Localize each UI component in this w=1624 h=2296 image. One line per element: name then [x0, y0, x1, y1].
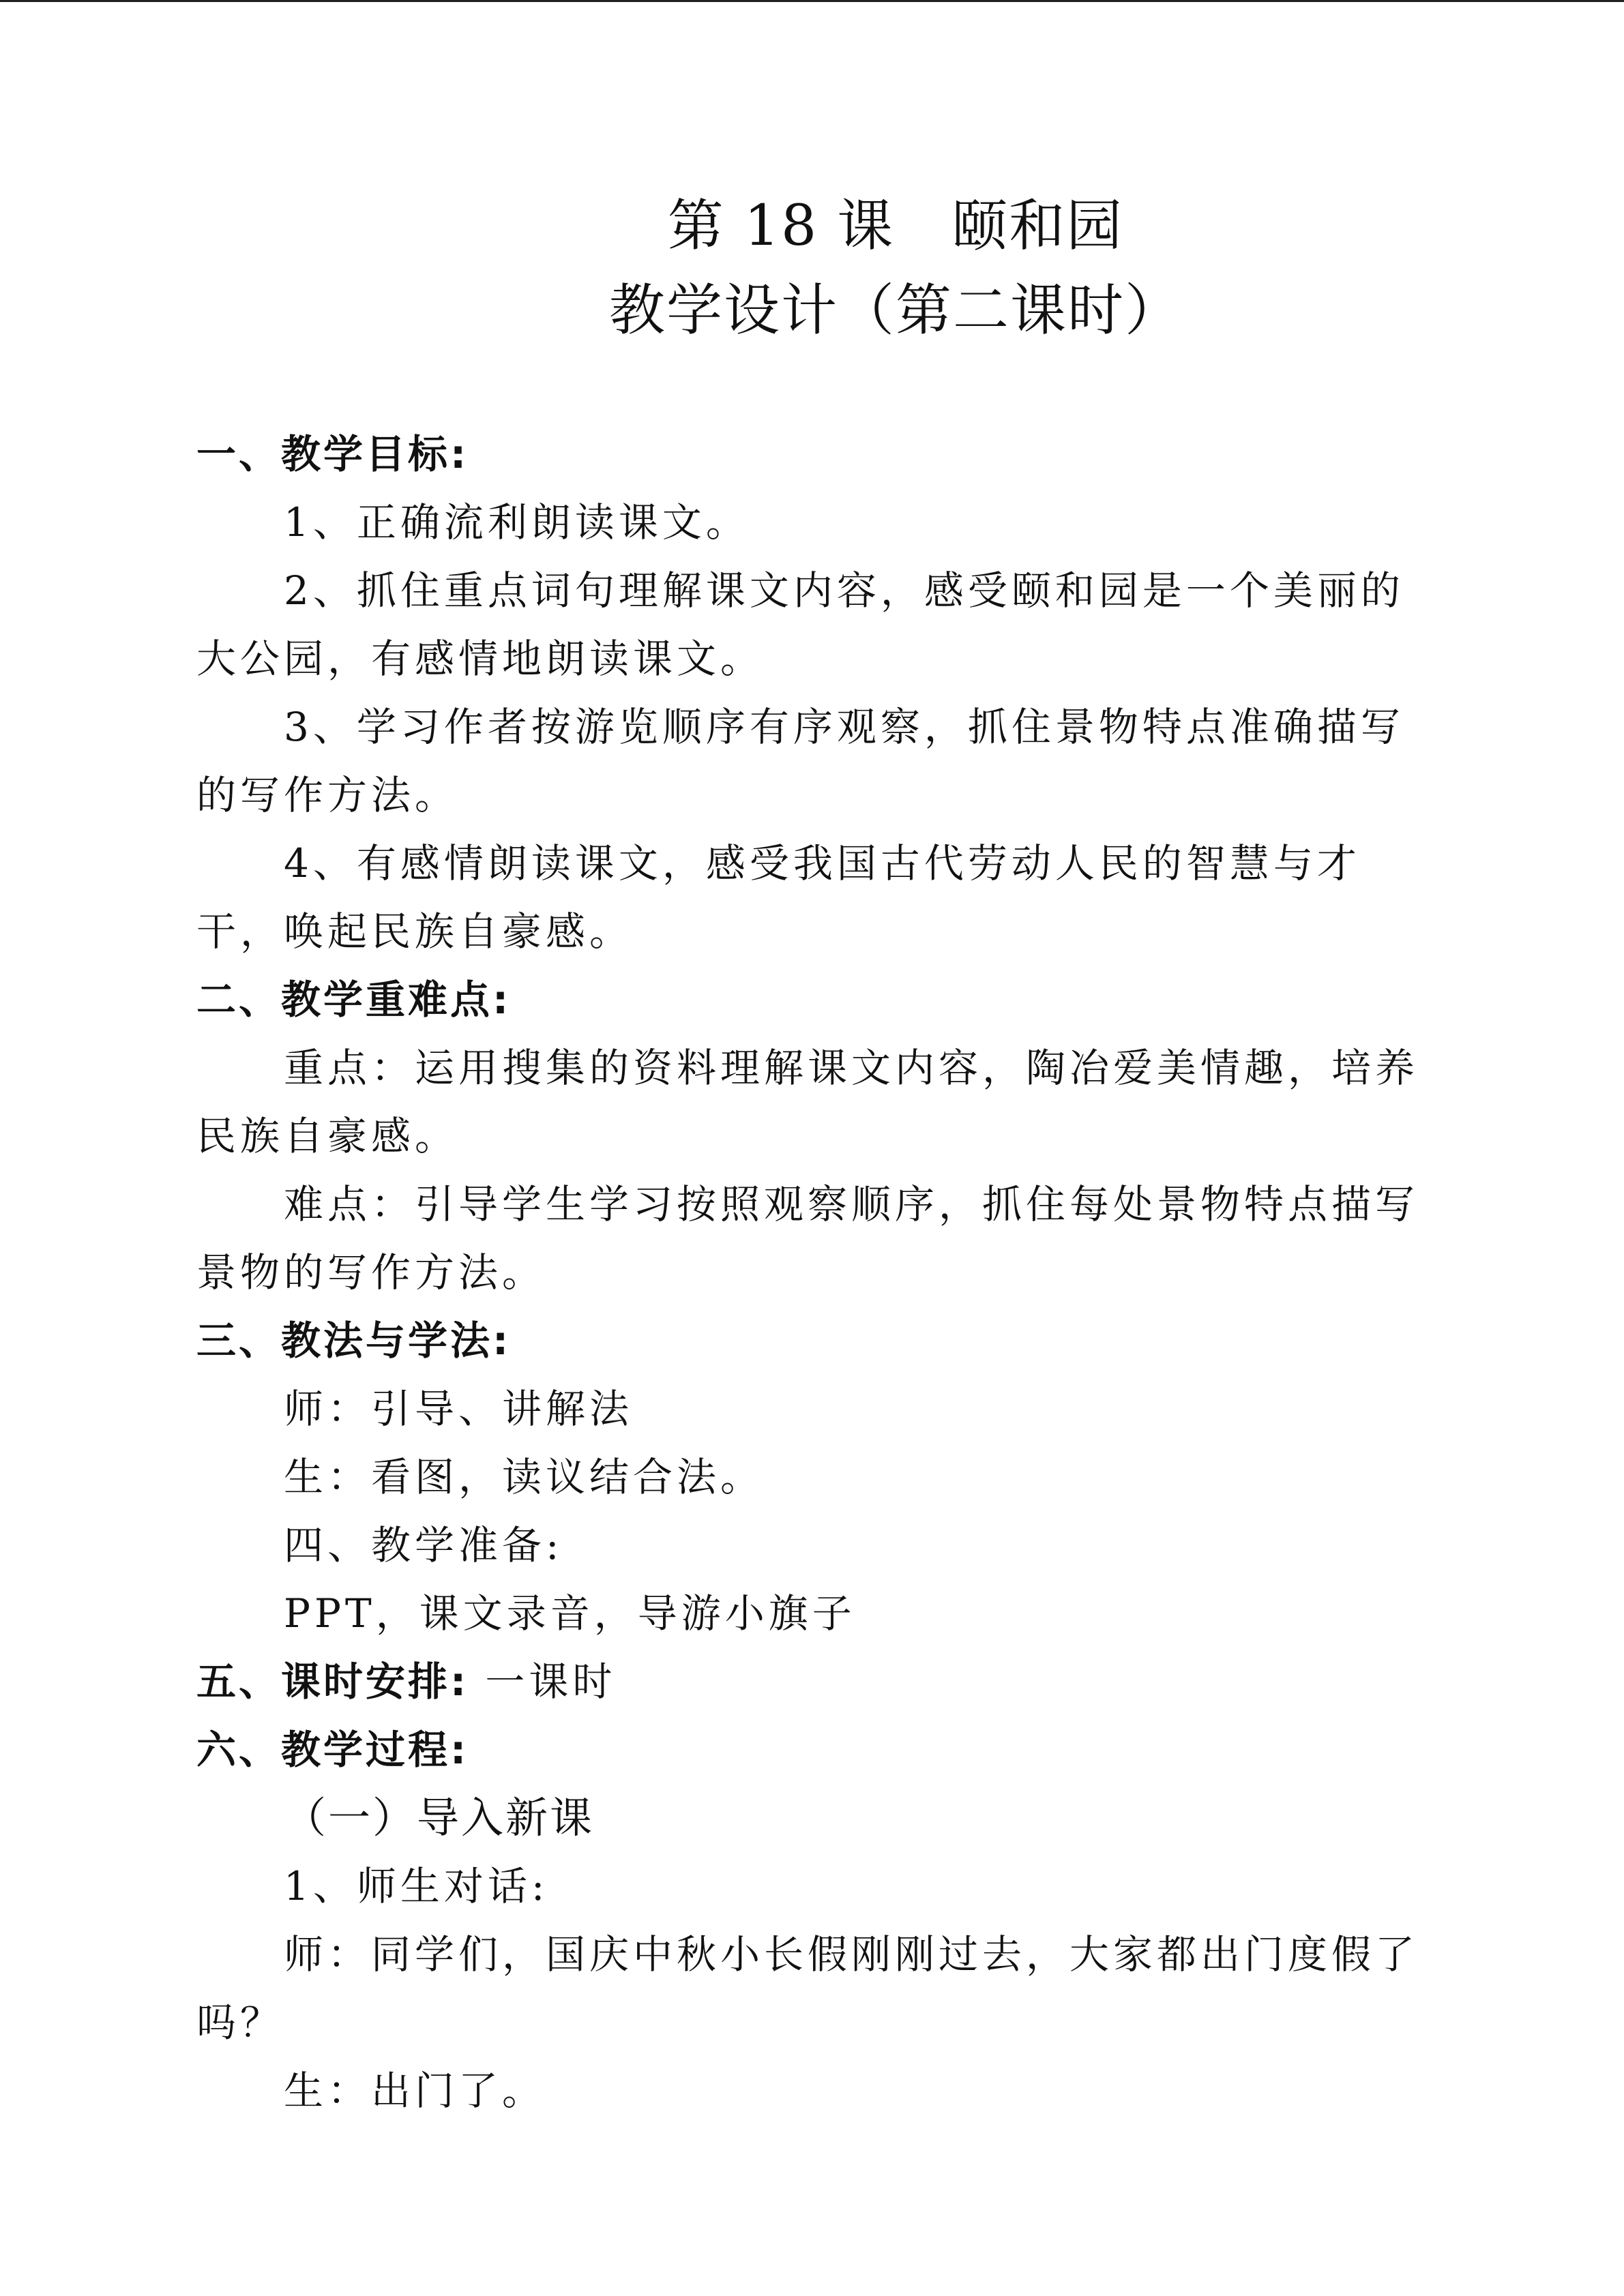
goals-line-1: 1、正确流利朗读课文。 — [284, 499, 750, 546]
process-line-3: 生：出门了。 — [284, 2068, 546, 2114]
schedule-value: 一课时 — [485, 1658, 617, 1705]
process-line-2-cont: 吗？ — [196, 1999, 284, 2046]
process-heading: 六、教学过程: — [196, 1727, 469, 1773]
teacher-method-line: 师：引导、讲解法 — [284, 1386, 634, 1432]
preparation-heading: 四、教学准备: — [284, 1522, 563, 1568]
preparation-line: PPT，课文录音，导游小旗子 — [284, 1590, 856, 1637]
title-block — [196, 184, 1431, 353]
top-border-line — [0, 0, 1624, 2]
lesson-subtitle: 教学设计（第二课时） — [608, 278, 1182, 343]
goals-line-3: 3、学习作者按游览顺序有序观察，抓住景物特点准确描写 — [284, 704, 1404, 750]
goals-line-4: 4、有感情朗读课文，感受我国古代劳动人民的智慧与才 — [284, 840, 1361, 886]
schedule-row — [196, 1648, 1431, 1716]
lesson-title: 第 18 课 颐和园 — [667, 194, 1124, 258]
difficulty-line-cont: 景物的写作方法。 — [196, 1249, 546, 1296]
schedule-heading: 五、课时安排: — [196, 1658, 469, 1705]
difficulty-line: 难点：引导学生学习按照观察顺序，抓住每处景物特点描写 — [284, 1181, 1419, 1227]
key-points-heading: 二、教学重难点: — [196, 976, 512, 1023]
goals-line-2-cont: 大公园，有感情地朗读课文。 — [196, 636, 765, 682]
key-point-line-cont: 民族自豪感。 — [196, 1113, 459, 1159]
key-point-line: 重点：运用搜集的资料理解课文内容，陶冶爱美情趣，培养 — [284, 1045, 1419, 1091]
goals-line-4-cont: 干，唤起民族自豪感。 — [196, 908, 634, 955]
goals-line-2: 2、抓住重点词句理解课文内容，感受颐和园是一个美丽的 — [284, 567, 1404, 614]
process-line-2: 师：同学们，国庆中秋小长假刚刚过去，大家都出门度假了 — [284, 1931, 1419, 1978]
goals-heading: 一、教学目标: — [196, 431, 469, 477]
student-method-line: 生：看图，读议结合法。 — [284, 1454, 765, 1500]
process-line-1: 1、师生对话: — [284, 1863, 549, 1909]
goals-line-3-cont: 的写作方法。 — [196, 772, 459, 818]
methods-heading: 三、教法与学法: — [196, 1317, 512, 1364]
document-page — [196, 184, 1431, 2125]
process-subheading: （一）导入新课 — [284, 1793, 595, 1843]
